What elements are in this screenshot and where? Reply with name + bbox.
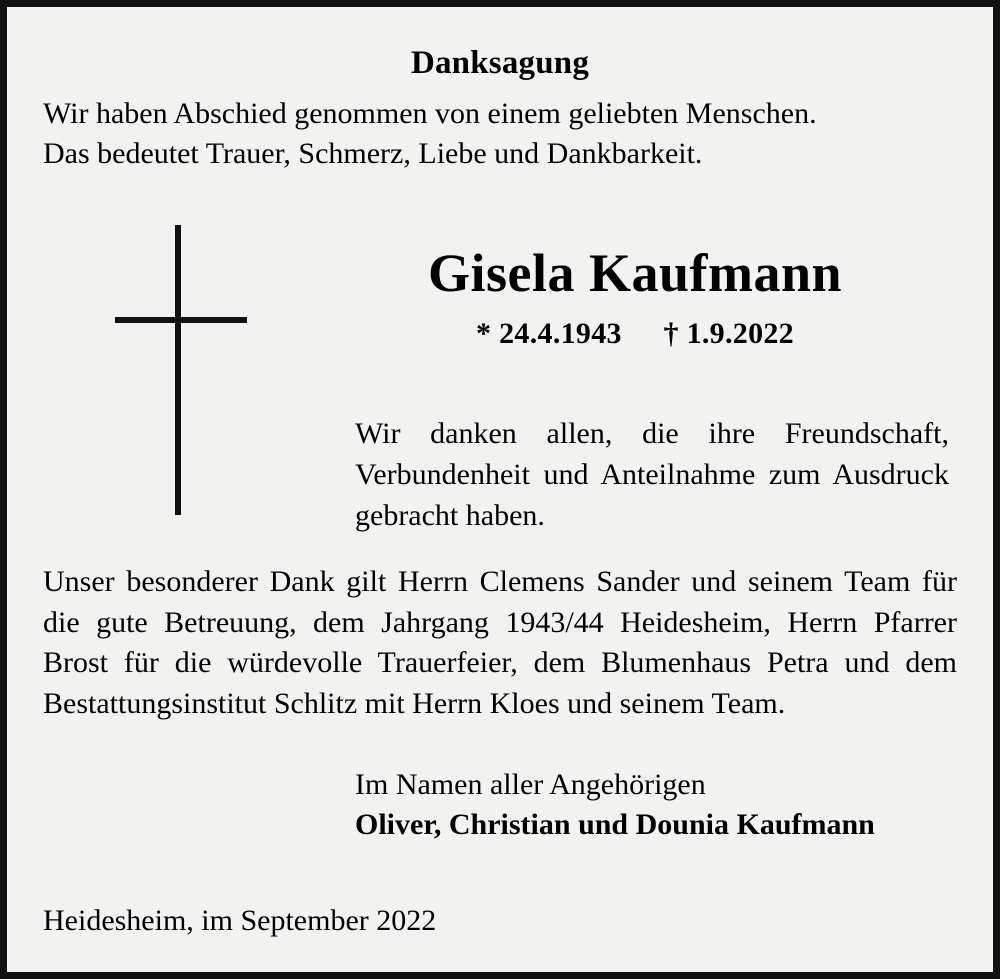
life-dates <box>313 317 957 351</box>
family-names: Oliver, Christian und Dounia Kaufmann <box>355 808 875 842</box>
deceased-name: Gisela Kaufmann <box>427 242 843 303</box>
closing-line: Im Namen aller Angehörigen <box>355 768 706 802</box>
cross-vertical-bar <box>175 225 181 515</box>
closing-block <box>43 768 957 842</box>
intro-line-2: Das bedeutet Trauer, Schmerz, Liebe und Dankbarkeit. <box>43 136 703 170</box>
special-thanks-paragraph: Unser besonderer Dank gilt Herrn Clemens Sander und seinem Team für die gute Betreuung, dem Jahrgang 1943/44 Heidesheim, Herrn Pfarrer Brost für die würdevolle Trauerfeier, dem Blumenhaus Petra und dem Bestattungsinstitut Schlitz mit Herrn Kloes und seinem Team. <box>43 565 957 720</box>
intro-line-1: Wir haben Abschied genommen von einem geliebten Menschen. <box>43 97 817 130</box>
place-and-date: Heidesheim, im September 2022 <box>43 904 437 937</box>
birth-symbol: * <box>476 317 492 351</box>
thanks-paragraph: Wir danken allen, die ihre Freundschaft, Verbundenheit und Anteilnahme zum Ausdruck gebracht haben. <box>355 417 949 533</box>
intro-text <box>43 94 957 174</box>
obituary-inner <box>7 7 993 972</box>
death-symbol: † <box>663 317 679 351</box>
christian-cross-icon <box>107 225 247 515</box>
cross-horizontal-bar <box>115 317 247 323</box>
death-date: 1.9.2022 <box>686 317 794 351</box>
page-title: Danksagung <box>410 45 590 81</box>
birth-date: 24.4.1943 <box>499 317 622 351</box>
